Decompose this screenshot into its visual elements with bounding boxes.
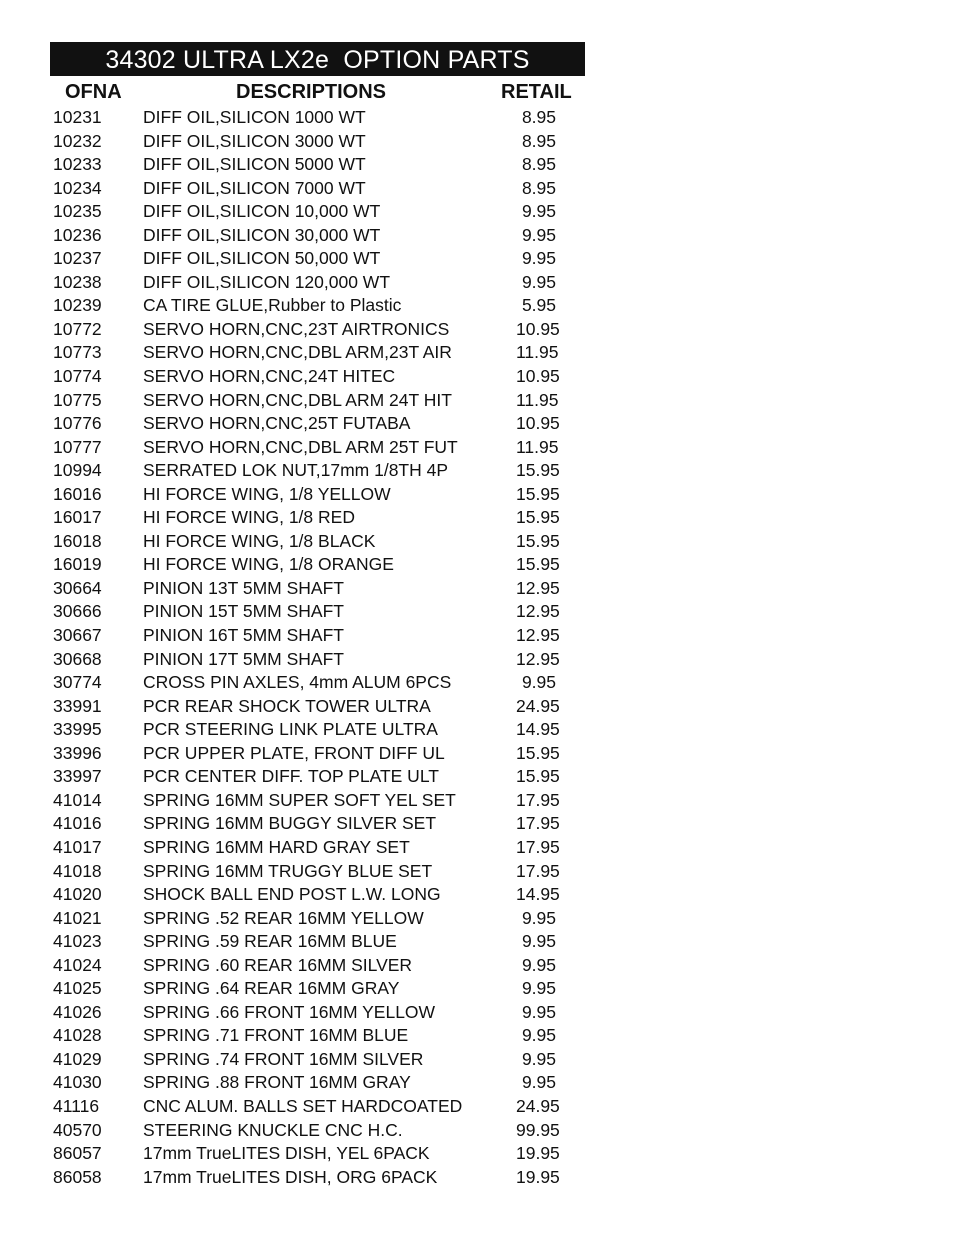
table-row [50,1024,585,1048]
retail-price: 12.95 [516,648,560,669]
retail-price: 12.95 [516,577,560,598]
retail-price: 19.95 [516,1143,560,1164]
retail-price: 11.95 [516,389,559,410]
retail-price: 8.95 [521,154,556,175]
retail-price: 9.95 [521,931,556,952]
retail-price: 24.95 [516,1095,560,1116]
table-row [50,1095,585,1119]
retail-price: 14.95 [516,719,560,740]
part-description: DIFF OIL,SILICON 7000 WT [143,177,366,198]
part-description: PINION 13T 5MM SHAFT [143,577,344,598]
part-description: SPRING .64 REAR 16MM GRAY [143,978,400,999]
table-row [50,1001,585,1025]
part-number: 10236 [53,224,102,245]
part-number: 10238 [53,271,102,292]
table-row [50,1071,585,1095]
part-number: 33996 [53,742,102,763]
retail-price: 10.95 [516,318,560,339]
table-row [50,977,585,1001]
part-number: 33995 [53,719,102,740]
part-number: 86058 [53,1166,102,1187]
part-number: 30774 [53,672,102,693]
retail-price: 15.95 [516,766,560,787]
part-description: SERVO HORN,CNC,23T AIRTRONICS [143,318,450,339]
part-description: 17mm TrueLITES DISH, YEL 6PACK [143,1143,430,1164]
retail-price: 12.95 [516,625,560,646]
part-description: SERVO HORN,CNC,DBL ARM,23T AIR [143,342,452,363]
table-row [50,294,585,318]
part-description: HI FORCE WING, 1/8 YELLOW [143,483,391,504]
part-number: 41024 [53,954,102,975]
table-row [50,341,585,365]
retail-price: 9.95 [521,978,556,999]
retail-price: 9.95 [521,271,556,292]
retail-price: 15.95 [516,483,560,504]
column-header-ofna: OFNA [65,81,122,103]
table-row [50,271,585,295]
part-number: 33991 [53,695,102,716]
table-row [50,389,585,413]
retail-price: 9.95 [521,1001,556,1022]
part-description: SPRING 16MM BUGGY SILVER SET [143,813,437,834]
part-number: 40570 [53,1119,102,1140]
retail-price: 9.95 [521,907,556,928]
retail-price: 10.95 [516,413,560,434]
part-number: 10776 [53,413,102,434]
table-row [50,648,585,672]
part-number: 10237 [53,248,102,269]
parts-list-sheet [50,42,585,1189]
retail-price: 8.95 [521,130,556,151]
part-description: SERVO HORN,CNC,24T HITEC [143,366,396,387]
part-number: 10772 [53,318,102,339]
part-description: DIFF OIL,SILICON 30,000 WT [143,224,381,245]
table-row [50,1166,585,1190]
retail-price: 17.95 [516,836,560,857]
part-number: 16018 [53,530,102,551]
part-description: CA TIRE GLUE,Rubber to Plastic [143,295,402,316]
part-description: PCR STEERING LINK PLATE ULTRA [143,719,438,740]
part-number: 10775 [53,389,102,410]
part-description: SERVO HORN,CNC,DBL ARM 24T HIT [143,389,452,410]
retail-price: 17.95 [516,789,560,810]
table-row [50,153,585,177]
part-description: SPRING .74 FRONT 16MM SILVER [143,1048,424,1069]
table-row [50,200,585,224]
part-description: PINION 17T 5MM SHAFT [143,648,344,669]
table-row [50,318,585,342]
part-description: HI FORCE WING, 1/8 ORANGE [143,554,394,575]
table-row [50,789,585,813]
part-number: 41028 [53,1025,102,1046]
part-number: 41029 [53,1048,102,1069]
table-row [50,718,585,742]
part-number: 41020 [53,884,102,905]
part-number: 10777 [53,436,102,457]
part-number: 10232 [53,130,102,151]
table-row [50,365,585,389]
table-row [50,695,585,719]
part-number: 10234 [53,177,102,198]
part-number: 10773 [53,342,102,363]
table-row [50,530,585,554]
retail-price: 11.95 [516,436,559,457]
part-description: SPRING 16MM HARD GRAY SET [143,836,410,857]
part-description: SPRING .71 FRONT 16MM BLUE [143,1025,409,1046]
part-number: 10233 [53,154,102,175]
table-row [50,812,585,836]
retail-price: 9.95 [521,1048,556,1069]
table-row [50,765,585,789]
retail-price: 15.95 [516,507,560,528]
retail-price: 12.95 [516,601,560,622]
retail-price: 8.95 [521,177,556,198]
part-description: PCR CENTER DIFF. TOP PLATE ULT [143,766,439,787]
part-number: 16017 [53,507,102,528]
column-header-retail: RETAIL [501,81,572,103]
part-number: 41025 [53,978,102,999]
retail-price: 10.95 [516,366,560,387]
part-description: SHOCK BALL END POST L.W. LONG [143,884,441,905]
retail-price: 14.95 [516,884,560,905]
table-row [50,247,585,271]
part-description: CROSS PIN AXLES, 4mm ALUM 6PCS [143,672,452,693]
retail-price: 9.95 [521,1025,556,1046]
part-description: DIFF OIL,SILICON 3000 WT [143,130,366,151]
table-row [50,930,585,954]
part-number: 30668 [53,648,102,669]
table-row [50,483,585,507]
retail-price: 8.95 [521,107,556,127]
table-row [50,860,585,884]
part-description: PCR UPPER PLATE, FRONT DIFF UL [143,742,445,763]
part-description: SERVO HORN,CNC,DBL ARM 25T FUT [143,436,458,457]
part-description: SPRING .88 FRONT 16MM GRAY [143,1072,411,1093]
part-description: DIFF OIL,SILICON 10,000 WT [143,201,381,222]
part-number: 86057 [53,1143,102,1164]
part-description: HI FORCE WING, 1/8 BLACK [143,530,376,551]
table-row [50,553,585,577]
retail-price: 15.95 [516,554,560,575]
table-row [50,624,585,648]
parts-table-body [50,106,585,1189]
part-number: 30664 [53,577,102,598]
part-number: 41021 [53,907,102,928]
part-number: 16019 [53,554,102,575]
retail-price: 9.95 [521,1072,556,1093]
part-number: 30667 [53,625,102,646]
table-row [50,130,585,154]
table-row [50,459,585,483]
part-description: SPRING .66 FRONT 16MM YELLOW [143,1001,436,1022]
part-description: SERVO HORN,CNC,25T FUTABA [143,413,411,434]
part-description: DIFF OIL,SILICON 50,000 WT [143,248,381,269]
part-number: 41023 [53,931,102,952]
table-row [50,1119,585,1143]
table-row [50,577,585,601]
part-description: SERRATED LOK NUT,17mm 1/8TH 4P [143,460,449,481]
retail-price: 5.95 [521,295,556,316]
retail-price: 15.95 [516,460,560,481]
table-row [50,506,585,530]
retail-price: 9.95 [521,954,556,975]
part-number: 41030 [53,1072,102,1093]
retail-price: 15.95 [516,742,560,763]
table-row [50,1048,585,1072]
retail-price: 11.95 [516,342,559,363]
table-row [50,224,585,248]
table-row [50,106,585,130]
part-number: 10994 [53,460,102,481]
part-description: PINION 16T 5MM SHAFT [143,625,344,646]
part-description: HI FORCE WING, 1/8 RED [143,507,355,528]
part-description: DIFF OIL,SILICON 5000 WT [143,154,366,175]
retail-price: 9.95 [521,248,556,269]
part-description: PCR REAR SHOCK TOWER ULTRA [143,695,431,716]
table-row [50,954,585,978]
part-description: SPRING .59 REAR 16MM BLUE [143,931,397,952]
retail-price: 9.95 [521,201,556,222]
part-number: 41017 [53,836,102,857]
part-description: STEERING KNUCKLE CNC H.C. [143,1119,403,1140]
table-row [50,742,585,766]
part-number: 41116 [53,1095,100,1116]
retail-price: 15.95 [516,530,560,551]
part-description: CNC ALUM. BALLS SET HARDCOATED [143,1095,463,1116]
part-number: 41016 [53,813,102,834]
retail-price: 17.95 [516,813,560,834]
retail-price: 99.95 [516,1119,560,1140]
table-row [50,600,585,624]
part-description: PINION 15T 5MM SHAFT [143,601,344,622]
part-number: 10774 [53,366,102,387]
retail-price: 9.95 [521,224,556,245]
part-description: SPRING .52 REAR 16MM YELLOW [143,907,424,928]
table-row [50,883,585,907]
part-number: 10239 [53,295,102,316]
table-header [50,76,585,106]
part-description: DIFF OIL,SILICON 120,000 WT [143,271,391,292]
table-row [50,671,585,695]
retail-price: 24.95 [516,695,560,716]
retail-price: 19.95 [516,1166,560,1187]
part-description: 17mm TrueLITES DISH, ORG 6PACK [143,1166,438,1187]
retail-price: 17.95 [516,860,560,881]
page-title: 34302 ULTRA LX2e OPTION PARTS [50,42,585,76]
part-description: SPRING 16MM TRUGGY BLUE SET [143,860,433,881]
part-number: 41018 [53,860,102,881]
table-row [50,412,585,436]
part-number: 10235 [53,201,102,222]
table-row [50,177,585,201]
table-row [50,907,585,931]
part-description: DIFF OIL,SILICON 1000 WT [143,107,366,127]
column-header-descriptions: DESCRIPTIONS [236,81,387,103]
retail-price: 9.95 [521,672,556,693]
part-number: 10231 [53,107,102,127]
table-row [50,836,585,860]
part-description: SPRING 16MM SUPER SOFT YEL SET [143,789,456,810]
part-description: SPRING .60 REAR 16MM SILVER [143,954,413,975]
part-number: 41026 [53,1001,102,1022]
part-number: 16016 [53,483,102,504]
part-number: 41014 [53,789,102,810]
table-row [50,436,585,460]
part-number: 30666 [53,601,102,622]
table-row [50,1142,585,1166]
part-number: 33997 [53,766,102,787]
